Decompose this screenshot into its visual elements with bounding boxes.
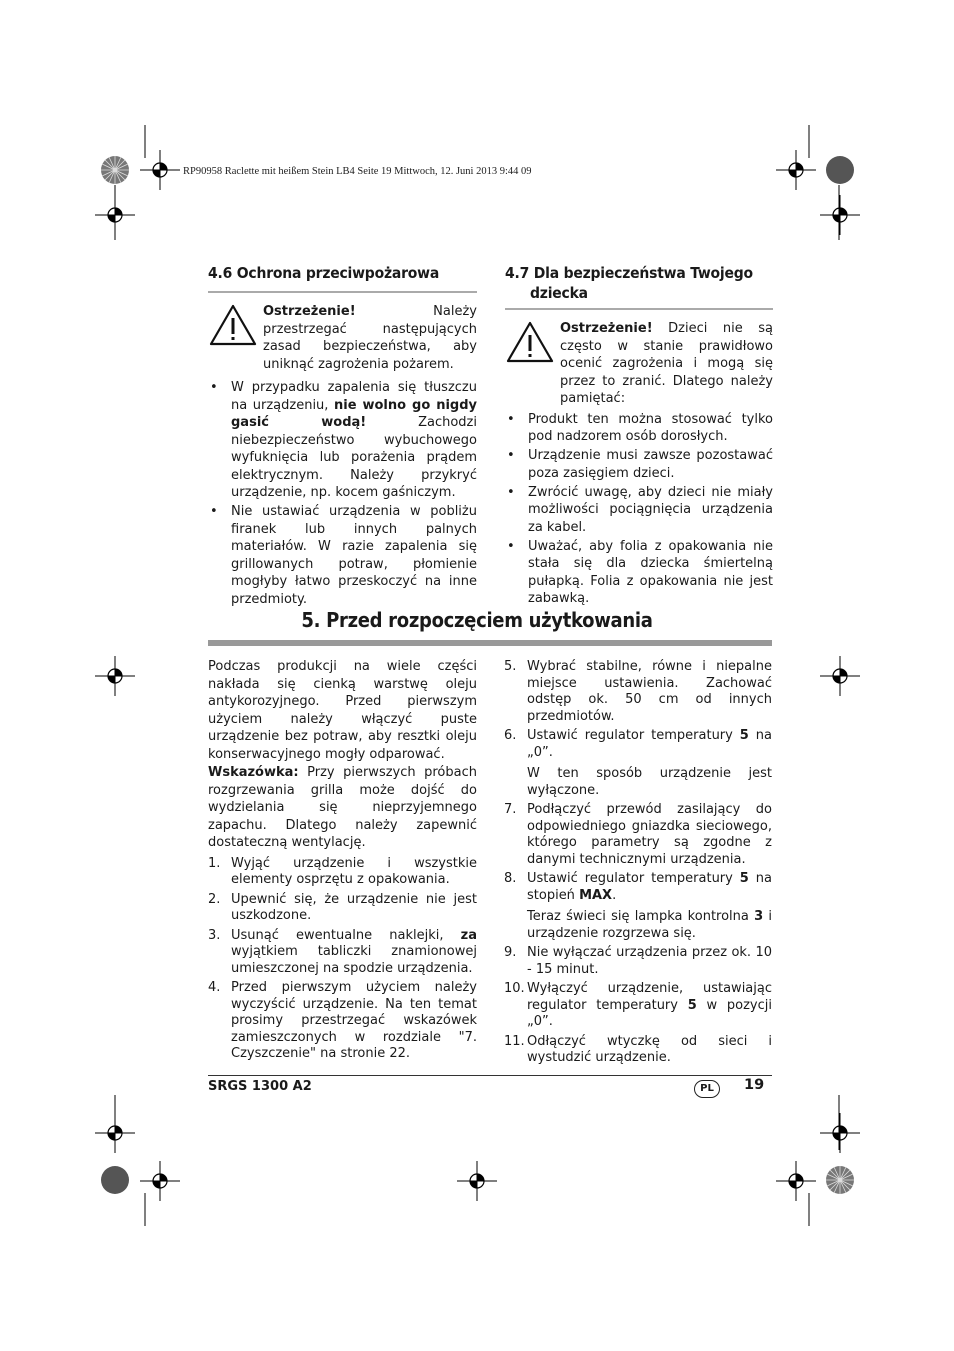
step-number: 1. xyxy=(208,855,221,871)
list-item xyxy=(208,379,477,502)
footer-rule xyxy=(208,1075,772,1076)
step-number: 3. xyxy=(208,927,221,943)
warning-label: Ostrzeżenie! xyxy=(560,321,653,336)
bullet-text: W przypadku zapalenia się tłuszczu na urządzeniu, xyxy=(231,380,477,413)
bullet-list xyxy=(505,411,773,608)
step-number: 2. xyxy=(208,891,221,907)
list-item: • Zwrócić uwagę, aby dzieci nie miały możliwości pociągnięcia urządzenia za kabel. xyxy=(505,484,773,537)
list-item xyxy=(504,981,772,1031)
step-bold-text: 5 xyxy=(739,871,749,886)
section-heading xyxy=(505,263,773,303)
list-item xyxy=(208,892,477,925)
note-paragraph xyxy=(208,764,477,852)
step-text: Wyjąć urządzenie i wszystkie elementy osprzętu z opakowania. xyxy=(231,855,477,887)
language-badge: PL xyxy=(694,1080,720,1098)
list-item xyxy=(504,659,772,725)
list-item: • Uważać, aby folia z opakowania nie stała się dla dziecka śmiertelną pułapką. Folia z opakowania nie jest zabawką. xyxy=(505,538,773,608)
step-text: na „0”. xyxy=(527,728,772,760)
step-text: . xyxy=(612,887,617,903)
step-bold-text: 5 xyxy=(687,997,697,1013)
list-item xyxy=(504,728,772,799)
step-text: Ustawić regulator temperatury xyxy=(527,871,740,886)
list-item xyxy=(504,871,772,942)
step-bold-text: MAX xyxy=(579,887,613,903)
step-text: Nie wyłączać urządzenia przez ok. 10 - 15 minut. xyxy=(527,945,772,977)
section-heading: 4.6 Ochrona przeciwpożarowa xyxy=(208,264,440,282)
step-text: i urządzenie rozgrzewa się. xyxy=(527,909,772,941)
list-item xyxy=(504,1034,772,1067)
bullet-bold-text: nie wolno go nigdy gasić wodą! xyxy=(231,397,477,430)
bullet-text: Zachodzi niebezpieczeństwo wybuchowego wyfuknięcia lub porażenia prądem elektrycznym. Należy przykryć urządzenie, np. kocem gaśniczym. xyxy=(231,415,477,500)
step-number: 7. xyxy=(504,802,517,817)
bullet-text: Nie ustawiać urządzenia w pobliżu firanek lub innych palnych materiałów. W razie zapalenia się grillowanych potraw, płomienie mogłyby łatwo przeskoczyć na inne przedmioty. xyxy=(231,504,477,607)
list-item: • Produkt ten można stosować tylko pod nadzorem osób dorosłych. xyxy=(505,411,773,446)
step-number: 10. xyxy=(504,981,525,996)
step-text: Odłączyć wtyczkę od sieci i wystudzić urządzenie. xyxy=(527,1033,772,1065)
step-bold-text: 5 xyxy=(739,728,749,743)
heading-rule xyxy=(505,308,773,310)
step-bold-text: za xyxy=(460,927,477,943)
step-text: w pozycji „0”. xyxy=(527,997,772,1029)
list-item xyxy=(208,980,477,1063)
warning-text: Dzieci nie są często w stanie prawidłowo ocenić zagrożenia i mogą się przez to zranić. Dlatego należy pamiętać: xyxy=(560,321,773,406)
step-text: Wybrać stabilne, równe i niepalne miejsce ustawienia. Zachować odstęp ok. 50 cm od innych przedmiotów. xyxy=(527,659,772,724)
list-item xyxy=(208,928,477,978)
step-text: Upewnić się, że urządzenie nie jest uszkodzone. xyxy=(231,891,477,923)
step-text: wyjątkiem tabliczki znamionowej umieszczonej na spodzie urządzenia. xyxy=(231,944,477,976)
step-number: 9. xyxy=(504,945,517,960)
chapter5-right-column xyxy=(504,659,772,1070)
warning-text: Należy przestrzegać następujących zasad bezpieczeństwa, aby uniknąć zagrożenia pożarem. xyxy=(263,304,477,372)
step-bold-text: 3 xyxy=(754,909,764,924)
warning-triangle-icon xyxy=(208,303,258,347)
step-text: Ustawić regulator temperatury xyxy=(527,728,740,743)
chapter5-left-column xyxy=(208,658,477,1066)
warning-triangle-icon xyxy=(505,320,555,364)
step-text: Podłączyć przewód zasilający do odpowiedniego gniazdka sieciowego, którego parametry są zgodne z danymi technicznymi urządzenia. xyxy=(527,802,772,867)
step-text: Teraz świeci się lampka kontrolna xyxy=(527,909,755,924)
section-heading-line: 4.7 Dla bezpieczeństwa Twojego xyxy=(505,264,753,282)
step-subtext: W ten sposób urządzenie jest wyłączone. xyxy=(527,766,772,798)
steps-list xyxy=(504,659,772,1067)
list-item xyxy=(208,856,477,889)
step-text: na stopień xyxy=(527,871,772,903)
note-label: Wskazówka: xyxy=(208,765,299,780)
print-slug-line: RP90958 Raclette mit heißem Stein LB4 Seite 19 Mittwoch, 12. Juni 2013 9:44 09 xyxy=(183,166,532,177)
chapter-heading-bar xyxy=(208,640,772,646)
step-text: Usunąć ewentualne naklejki, xyxy=(231,927,461,943)
intro-paragraph: Podczas produkcji na wiele części nakłada się cienką warstwę oleju antykorozyjnego. Przed pierwszym użyciem należy włączyć puste urządzenie bez potraw, aby resztki oleju konserwacyjnego mogły odparować. xyxy=(208,659,477,762)
list-item xyxy=(504,802,772,868)
chapter-heading: 5. Przed rozpoczęciem użytkowania xyxy=(301,608,653,632)
list-item xyxy=(504,945,772,978)
step-number: 4. xyxy=(208,980,221,995)
step-text: Wyłączyć urządzenie, ustawiając regulator temperatury xyxy=(527,981,772,1013)
note-text: Przy pierwszych próbach rozgrzewania grilla może dojść do wydzielania się nieprzyjemnego zapachu. Dlatego należy zapewnić dostateczną wentylację. xyxy=(208,765,477,850)
step-number: 8. xyxy=(504,871,517,886)
step-text: Przed pierwszym użyciem należy wyczyścić urządzenie. Na ten temat prosimy przestrzegać wskazówek zamieszczonych w rozdziale "7. Czyszczenie" na stronie 22. xyxy=(231,980,477,1061)
steps-list xyxy=(208,856,477,1063)
warning-box xyxy=(208,303,477,373)
section-4-7 xyxy=(505,263,773,609)
warning-label: Ostrzeżenie! xyxy=(263,304,356,319)
bullet-list xyxy=(208,379,477,608)
section-heading-line: dziecka xyxy=(530,284,588,302)
warning-box xyxy=(505,320,773,408)
step-subtext xyxy=(527,909,772,942)
step-number: 5. xyxy=(504,659,517,674)
step-number: 6. xyxy=(504,728,517,743)
list-item xyxy=(208,503,477,608)
footer-model-number: SRGS 1300 A2 xyxy=(208,1079,312,1094)
section-4-6 xyxy=(208,263,477,610)
page-number: 19 xyxy=(744,1077,765,1093)
step-number: 11. xyxy=(504,1033,525,1049)
heading-rule xyxy=(208,291,477,293)
list-item: • Urządzenie musi zawsze pozostawać poza zasięgiem dzieci. xyxy=(505,447,773,482)
